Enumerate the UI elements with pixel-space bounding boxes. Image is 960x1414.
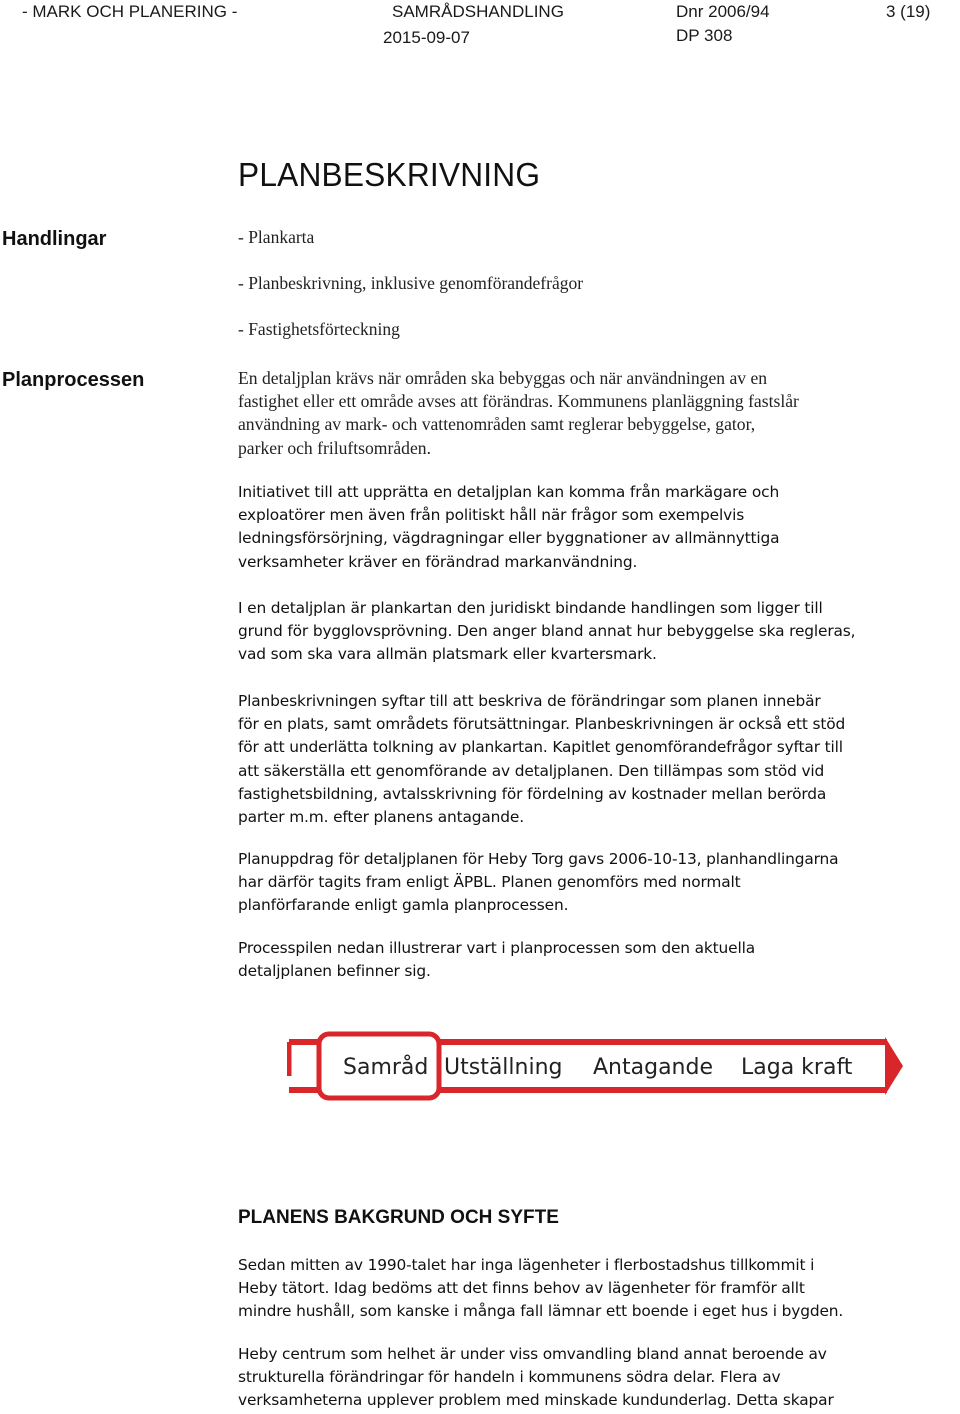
bakgrund-paragraph-1	[238, 1254, 938, 1324]
handlingar-item-fastighetsforteckning: - Fastighetsförteckning	[238, 319, 400, 339]
planprocessen-paragraph-5	[238, 848, 938, 918]
text-line: vad som ska vara allmän platsmark eller kvartersmark.	[238, 645, 657, 664]
planprocessen-paragraph-4	[238, 690, 938, 829]
process-step-laga-kraft: Laga kraft	[741, 1055, 853, 1080]
header-diary-number: Dnr 2006/94	[676, 2, 770, 21]
text-line: parker och friluftsområden.	[238, 437, 431, 458]
header-department: - MARK OCH PLANERING -	[22, 2, 238, 21]
planprocessen-paragraph-2	[238, 481, 938, 574]
text-line: Processpilen nedan illustrerar vart i planprocessen som den aktuella	[238, 939, 756, 957]
text-line: I en detaljplan är plankartan den juridiskt bindande handlingen som ligger till	[238, 599, 823, 617]
planprocessen-label: Planprocessen	[2, 369, 145, 391]
process-arrow-figure	[287, 1028, 907, 1108]
header-page-number: 3 (19)	[886, 2, 931, 21]
header-plan-number: DP 308	[676, 26, 733, 45]
header-document-type: SAMRÅDSHANDLING	[392, 2, 564, 21]
process-arrowhead	[885, 1037, 903, 1095]
text-line: fastighetsbildning, avtalsskrivning för fördelning av kostnader mellan berörda	[238, 784, 827, 803]
planprocessen-paragraph-6	[238, 937, 938, 983]
text-line: Initiativet till att upprätta en detaljplan kan komma från markägare och	[238, 483, 780, 501]
page-header	[0, 0, 960, 56]
text-line: detaljplanen befinner sig.	[238, 962, 431, 981]
section-heading-bakgrund: PLANENS BAKGRUND OCH SYFTE	[238, 1207, 559, 1228]
text-line: strukturella förändringar för handeln i kommunens södra delar. Flera av	[238, 1368, 781, 1387]
process-arrow-svg	[287, 1028, 907, 1108]
text-line: grund för bygglovsprövning. Den anger bland annat hur bebyggelse ska regleras,	[238, 622, 856, 641]
text-line: verksamheterna upplever problem med minskade kundunderlag. Detta skapar	[238, 1391, 834, 1410]
text-line: att säkerställa ett genomförande av detaljplanen. Den tillämpas som stöd vid	[238, 761, 825, 780]
text-line: ledningsförsörjning, vägdragningar eller byggnationer av allmännyttiga	[238, 529, 780, 548]
text-line: mindre hushåll, som kanske i många fall lämnar ett boende i eget hus i bygden.	[238, 1302, 844, 1321]
text-line: har därför tagits fram enligt ÄPBL. Planen genomförs med normalt	[238, 873, 741, 892]
process-step-samrad: Samråd	[343, 1055, 429, 1080]
text-line: exploatörer men även från politiskt håll när frågor som exempelvis	[238, 506, 745, 525]
handlingar-label: Handlingar	[2, 228, 107, 250]
text-line: Heby tätort. Idag bedöms att det finns behov av lägenheter för framför allt	[238, 1279, 805, 1298]
process-step-antagande: Antagande	[593, 1055, 713, 1080]
text-line: Planuppdrag för detaljplanen för Heby Torg gavs 2006-10-13, planhandlingarna	[238, 850, 839, 868]
bakgrund-paragraph-2	[238, 1343, 938, 1413]
text-line: verksamheter kräver en förändrad markanvändning.	[238, 552, 638, 571]
text-line: planförfarande enligt gamla planprocessen.	[238, 896, 569, 915]
process-step-utstallning: Utställning	[444, 1055, 563, 1080]
text-line: parter m.m. efter planens antagande.	[238, 808, 524, 827]
text-line: Heby centrum som helhet är under viss omvandling bland annat beroende av	[238, 1345, 827, 1363]
handlingar-item-plankarta: - Plankarta	[238, 227, 315, 247]
text-line: för en plats, samt områdets förutsättningar. Planbeskrivningen är också ett stöd	[238, 715, 846, 734]
planprocessen-paragraph-1	[238, 367, 938, 460]
text-line: användning av mark- och vattenområden samt reglerar bebyggelse, gator,	[238, 414, 756, 435]
header-date: 2015-09-07	[383, 28, 470, 47]
text-line: En detaljplan krävs när områden ska bebyggas och när användningen av en	[238, 368, 768, 388]
document-title: PLANBESKRIVNING	[238, 156, 541, 193]
text-line: Planbeskrivningen syftar till att beskriva de förändringar som planen innebär	[238, 692, 821, 710]
text-line: Sedan mitten av 1990-talet har inga lägenheter i flerbostadshus tillkommit i	[238, 1256, 815, 1274]
text-line: fastighet eller ett område avses att förändras. Kommunens planläggning fastslår	[238, 391, 799, 412]
text-line: för att underlätta tolkning av plankartan. Kapitlet genomförandefrågor syftar till	[238, 738, 843, 757]
handlingar-item-planbeskrivning: - Planbeskrivning, inklusive genomförandefrågor	[238, 273, 584, 293]
planprocessen-paragraph-3	[238, 597, 938, 667]
